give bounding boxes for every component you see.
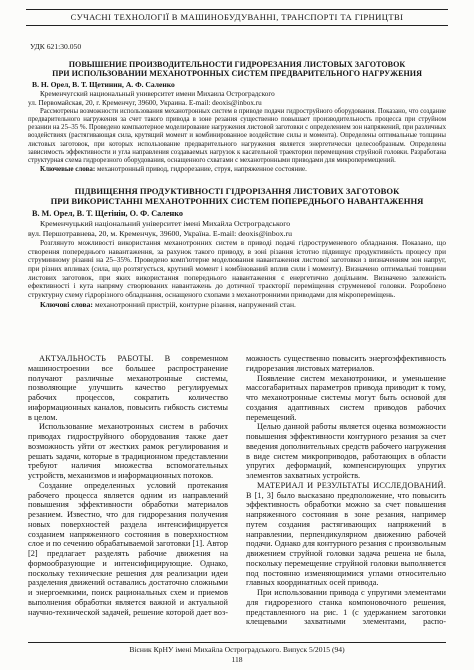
section-lead: АКТУАЛЬНОСТЬ РАБОТЫ. [39,354,154,363]
paragraph: При использовании привода с упругими элементами для гидрорезного станка компоновочного решения, представленного на рис. 1 (с удержанием заготовки клещевыми захватными элементами, распо- [246,588,446,627]
uk-keywords [28,300,446,309]
paragraph-text: В современном машиностроении все большее распространение получают различные механотронные системы, позволяющие улучшить качество регулируемых рабочих процессов, сократить количество информационных каналов, повысить гибкость системы в целом. [28,354,228,422]
paragraph-text: В [1, 3] было высказано предположение, что повысить эффективность обработки можно за счет повышения напряженного состояния в зоне резания, например путем создания растягивающих напряжений в направлении, перпендикулярном движению рабочей подачи. Однако для контурного резания с произвольным движением струйной головки задача решена не была, поскольку перемещение струйной головки выполняется под постоянно изменяющимися углами относительно главных координатных осей привода. [246,490,446,588]
paragraph: Создание определенных условий протекания рабочего процесса является одним из направлений повышения эффективности обработки материалов резанием. Известно, что для гидрорезания получения новых поверхностей раздела интенсифицируется созданием напряженного состояния в поверхностном слое и по сечению обрабатываемой заготовки [1]. Автор [2] предлагает разделять рабочие движения на формообразующие и интенсифицирующие. Однако, поскольку технические решения для реализации идеи разделения движений оставались достаточно сложными и энергоемкими, поиск рациональных схем и приемов выполнения обработки является важной и актуальной научно-технической задачей, решение которой дает воз- [28,480,228,617]
uk-abstract: Розглянуто можливості використання механотронних систем в приводі подачі гідроструменевого обладнання. Показано, що створення попереднього навантаження, за рахунок такого приводу, в зоні різання істотно підвищує продуктивність процесу при струминному різанні на 25–35%. Проведено комп'ютерне моделювання навантаження листової заготовки з визначенням зон напруг, при різних впливах (сила, що розтягується, крутний момент і комбінований вплив сили і моменту). Визначено оптимальні товщини листових заготовок, при яких використання попереднього навантаження є енергетично доцільним. Визначено залежність ефективності і кута напряму створюваних навантажень до дотичної траєкторії переміщення струменевої головки. Розроблено структурну схему гідрорізного обладнання, оснащеного схопами з механотронними приводами для мікропереміщень. [28,237,446,300]
russian-header-block [28,60,446,173]
body-right-column [246,354,446,627]
article-header [28,42,446,309]
body-left-column [28,354,228,617]
ru-title [28,60,446,78]
udc-code: УДК 621:30.050 [30,42,82,51]
ru-keywords-label: Ключевые слова: [40,164,96,173]
paragraph: Появление систем механотроники, и уменьшение массогабаритных параметров привода приводит к тому, что механотронные системы могут быть основой для создания адаптивных систем приводов рабочих перемещений. [246,373,446,422]
ru-keywords-text: механотронный привод, гидрорезание, струя, напряженное состояние. [96,164,307,173]
uk-authors: В. М. Орел, В. Т. Щетінін, О. Ф. Саленко [32,209,183,219]
uk-address: вул. Першотравнева, 20, м. Кременчук, 39600, Україна. E-mail: deoxis@inbox.ru [28,228,292,238]
paragraph: Целью данной работы является оценка возможности повышения эффективности контурного резания за счет введения дополнительных средств рабочего нагружения в виде систем микроприводов, работающих в области упругих деформаций, компенсирующих упругих элементов захватных устройств. [246,422,446,480]
uk-keywords-label: Ключові слова: [40,299,93,309]
uk-title [28,187,446,206]
paragraph: Использование механотронных систем в рабочих приводах гидроструйного оборудования также дает возможность уйти от жестких рамок регулирования и решать задачи, которые в традиционном представлении требуют наличия множества вспомогательных устройств, механизмов и информационных потоков. [28,422,228,480]
paragraph-continuation: можность существенно повысить энергоэффективность гидрорезания листовых материалов. [246,354,446,373]
ru-keywords [28,165,446,173]
page-footer [28,642,446,665]
ru-abstract: Рассмотрены возможности использования механотронных систем в приводе подачи гидроструйного оборудования. Показано, что создание предварительного нагружения за счет такого привода в зоне резания существенно повышает производительность процесса при струйном резании на 25–35 %. Проведено компьютерное моделирование нагружения листовой заготовки с определением зон напряжений, при различных воздействиях (растягивающая сила, крутящий момент и комбинированное воздействие силы и момента). Определены оптимальные толщины листовых заготовок, при которых использование предварительного нагружения является энергетически целесообразным. Определены зависимость эффективности и угла направления создаваемых нагрузок к касательной траектории перемещения струйной головки. Разработана структурная схема гидрорезного оборудования, оснащенного схватами с механотронными приводами для микроперемещений. [28,108,446,164]
paragraph [246,481,446,588]
running-header: СУЧАСНІ ТЕХНОЛОГІЇ В МАШИНОБУДУВАННІ, ТРАНСПОРТІ ТА ГІРНИЦТВІ [26,9,448,26]
uk-title-line: ПРИ ВИКОРИСТАННІ МЕХАНОТРОННИХ СИСТЕМ ПОПЕРЕДНЬОГО НАВАНТАЖЕННЯ [50,195,424,206]
ukrainian-header-block [28,187,446,309]
ru-authors: В. Н. Орел, В. Т. Щетинин, А. Ф. Саленко [32,80,175,89]
uk-keywords-text: механотронний пристрій, контурне різання, напружений стан. [94,299,296,309]
uk-affiliation: Кременчуцький національний університет імені Михайла Остроградського [40,219,291,229]
page-number: 118 [231,655,243,664]
paragraph [28,354,228,422]
ru-title-line: ПОВЫШЕНИЕ ПРОИЗВОДИТЕЛЬНОСТИ ГИДРОРЕЗАНИЯ ЛИСТОВЫХ ЗАГОТОВОК [68,60,406,69]
uk-title-line: ПІДВИЩЕННЯ ПРОДУКТИВНОСТІ ГІДРОРІЗАННЯ ЛИСТОВИХ ЗАГОТОВОК [74,186,400,197]
ru-affiliation: Кременчугский национальный университет имени Михаила Остроградского [40,90,275,98]
ru-address: ул. Первомайская, 20, г. Кременчуг, 39600, Украина. E-mail: deoxis@inbox.ru [28,98,262,107]
section-lead: МАТЕРИАЛ И РЕЗУЛЬТАТЫ ИССЛЕДОВАНИЙ. [257,480,446,490]
journal-issue: Вісник КрНУ імені Михайла Остроградського. Випуск 5/2015 (94) [129,645,345,654]
ru-title-line: ПРИ ИСПОЛЬЗОВАНИИ МЕХАНОТРОННЫХ СИСТЕМ ПРЕДВАРИТЕЛЬНОГО НАГРУЖЕНИЯ [52,69,422,78]
